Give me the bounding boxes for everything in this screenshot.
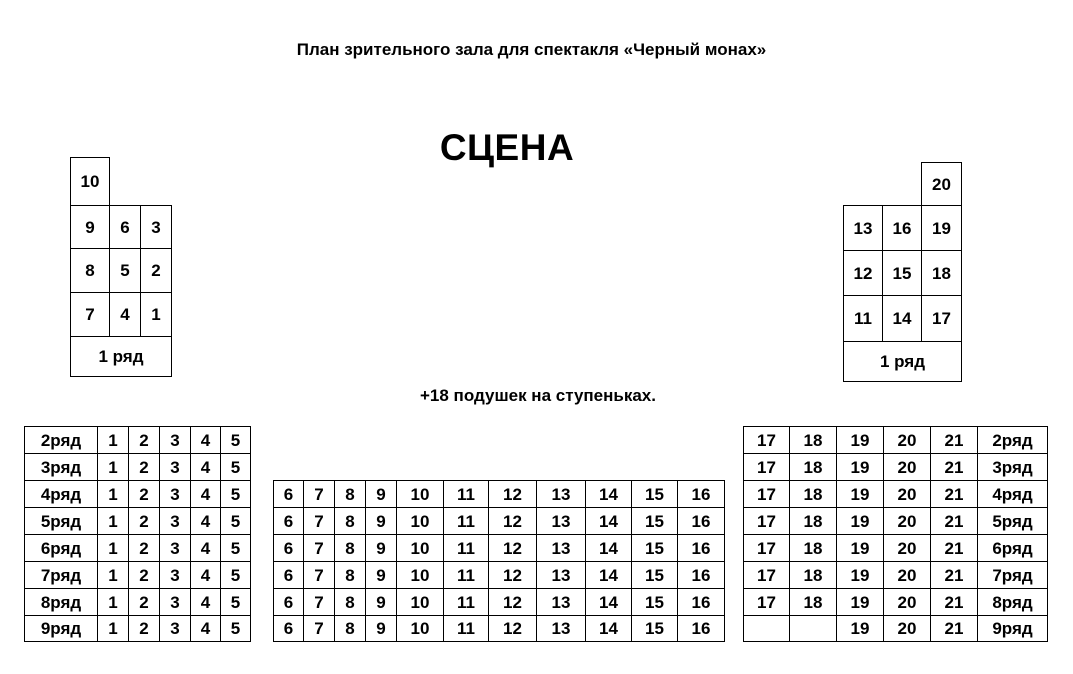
seat[interactable]: 1 xyxy=(97,507,129,535)
seat[interactable]: 5 xyxy=(220,480,251,508)
seat[interactable]: 2 xyxy=(128,453,160,481)
seat[interactable]: 18 xyxy=(789,588,837,616)
seat[interactable]: 7 xyxy=(303,561,335,589)
seat[interactable]: 17 xyxy=(743,480,790,508)
seat[interactable]: 21 xyxy=(930,426,978,454)
seat[interactable]: 2 xyxy=(128,507,160,535)
row-label: 2ряд xyxy=(977,426,1048,454)
seat[interactable]: 16 xyxy=(677,507,725,535)
seat[interactable]: 8 xyxy=(334,561,366,589)
row-label: 2ряд xyxy=(24,426,98,454)
seat[interactable]: 11 xyxy=(443,588,489,616)
seat[interactable]: 3 xyxy=(140,205,172,249)
seat[interactable]: 19 xyxy=(836,588,884,616)
seat[interactable]: 16 xyxy=(882,205,922,251)
seat[interactable]: 2 xyxy=(128,426,160,454)
seat[interactable]: 1 xyxy=(97,534,129,562)
seat[interactable]: 4 xyxy=(190,507,221,535)
seat[interactable]: 19 xyxy=(836,453,884,481)
seat[interactable]: 13 xyxy=(536,588,586,616)
seat[interactable]: 18 xyxy=(789,507,837,535)
seat[interactable]: 17 xyxy=(743,561,790,589)
seat[interactable]: 5 xyxy=(220,453,251,481)
seat[interactable]: 11 xyxy=(443,561,489,589)
seat[interactable]: 5 xyxy=(109,248,141,293)
seat[interactable]: 11 xyxy=(443,534,489,562)
seat[interactable]: 14 xyxy=(585,507,632,535)
row-label: 8ряд xyxy=(977,588,1048,616)
seat[interactable]: 16 xyxy=(677,615,725,642)
seat[interactable]: 13 xyxy=(843,205,883,251)
seat[interactable]: 16 xyxy=(677,534,725,562)
seat[interactable]: 16 xyxy=(677,588,725,616)
seat[interactable]: 6 xyxy=(273,480,304,508)
seat[interactable]: 10 xyxy=(396,480,444,508)
seat[interactable]: 18 xyxy=(789,561,837,589)
seat[interactable]: 4 xyxy=(190,453,221,481)
seat[interactable]: 13 xyxy=(536,561,586,589)
seat[interactable]: 9 xyxy=(365,480,397,508)
seat[interactable]: 6 xyxy=(273,561,304,589)
seat[interactable]: 4 xyxy=(109,292,141,337)
seat[interactable]: 12 xyxy=(843,250,883,296)
seat[interactable]: 8 xyxy=(334,615,366,642)
seat[interactable]: 18 xyxy=(789,480,837,508)
seat[interactable]: 7 xyxy=(303,534,335,562)
seat[interactable]: 17 xyxy=(743,507,790,535)
seat[interactable]: 2 xyxy=(128,480,160,508)
seat[interactable]: 4 xyxy=(190,561,221,589)
seat[interactable]: 14 xyxy=(585,561,632,589)
seat[interactable]: 21 xyxy=(930,615,978,642)
seat[interactable]: 8 xyxy=(334,534,366,562)
seat[interactable]: 13 xyxy=(536,480,586,508)
seat[interactable]: 4 xyxy=(190,534,221,562)
seat[interactable]: 12 xyxy=(488,615,537,642)
seat[interactable]: 8 xyxy=(334,507,366,535)
seat[interactable]: 14 xyxy=(585,588,632,616)
seat[interactable]: 4 xyxy=(190,426,221,454)
seat[interactable]: 20 xyxy=(883,426,931,454)
seat[interactable]: 18 xyxy=(789,426,837,454)
row-label: 5ряд xyxy=(977,507,1048,535)
seat[interactable]: 18 xyxy=(789,534,837,562)
seat[interactable]: 21 xyxy=(930,534,978,562)
seat[interactable]: 15 xyxy=(631,561,678,589)
seat[interactable]: 1 xyxy=(97,588,129,616)
seat[interactable]: 11 xyxy=(443,507,489,535)
seat[interactable]: 21 xyxy=(930,507,978,535)
seat[interactable]: 19 xyxy=(836,507,884,535)
seat[interactable]: 14 xyxy=(585,534,632,562)
seat[interactable]: 13 xyxy=(536,534,586,562)
seat[interactable]: 13 xyxy=(536,507,586,535)
seat[interactable]: 20 xyxy=(883,507,931,535)
seat[interactable]: 17 xyxy=(743,588,790,616)
seat[interactable]: 7 xyxy=(303,507,335,535)
row-label: 7ряд xyxy=(24,561,98,589)
seat[interactable]: 17 xyxy=(743,453,790,481)
seat[interactable]: 1 xyxy=(140,292,172,337)
seat[interactable]: 15 xyxy=(631,588,678,616)
seat[interactable]: 19 xyxy=(836,561,884,589)
seat[interactable]: 2 xyxy=(128,615,160,642)
row-label: 9ряд xyxy=(24,615,98,642)
seat[interactable]: 19 xyxy=(836,615,884,642)
stage-label: СЦЕНА xyxy=(439,127,575,168)
row-label: 3ряд xyxy=(977,453,1048,481)
row-label: 4ряд xyxy=(977,480,1048,508)
seat[interactable]: 15 xyxy=(631,615,678,642)
seat[interactable]: 20 xyxy=(883,480,931,508)
seat[interactable]: 1 xyxy=(97,561,129,589)
seat[interactable]: 21 xyxy=(930,561,978,589)
seat[interactable]: 3 xyxy=(159,588,191,616)
seat[interactable]: 21 xyxy=(930,480,978,508)
seat[interactable]: 10 xyxy=(396,534,444,562)
seat[interactable]: 12 xyxy=(488,534,537,562)
seat[interactable]: 11 xyxy=(443,480,489,508)
page-title: План зрительного зала для спектакля «Черный монах» xyxy=(296,40,767,59)
seat[interactable]: 4 xyxy=(190,615,221,642)
seat[interactable]: 3 xyxy=(159,426,191,454)
seat[interactable]: 5 xyxy=(220,507,251,535)
seat[interactable]: 19 xyxy=(921,205,962,251)
row-label: 1 ряд xyxy=(70,336,172,377)
empty-cell xyxy=(789,615,837,642)
seat[interactable]: 4 xyxy=(190,480,221,508)
row-label: 8ряд xyxy=(24,588,98,616)
row-label: 4ряд xyxy=(24,480,98,508)
seat[interactable]: 2 xyxy=(128,561,160,589)
seat[interactable]: 16 xyxy=(677,561,725,589)
seat[interactable]: 14 xyxy=(585,615,632,642)
seat[interactable]: 1 xyxy=(97,615,129,642)
empty-cell xyxy=(743,615,790,642)
seat[interactable]: 1 xyxy=(97,453,129,481)
seat[interactable]: 6 xyxy=(273,534,304,562)
seat[interactable]: 1 xyxy=(97,426,129,454)
seat[interactable]: 2 xyxy=(140,248,172,293)
seat[interactable]: 19 xyxy=(836,480,884,508)
seat[interactable]: 8 xyxy=(334,480,366,508)
seat[interactable]: 3 xyxy=(159,534,191,562)
seat[interactable]: 6 xyxy=(109,205,141,249)
seat[interactable]: 20 xyxy=(921,162,962,206)
seat[interactable]: 4 xyxy=(190,588,221,616)
seat[interactable]: 5 xyxy=(220,534,251,562)
seat[interactable]: 11 xyxy=(443,615,489,642)
seat[interactable]: 18 xyxy=(789,453,837,481)
seat[interactable]: 10 xyxy=(396,588,444,616)
seat[interactable]: 10 xyxy=(396,615,444,642)
seat[interactable]: 20 xyxy=(883,561,931,589)
seat[interactable]: 12 xyxy=(488,561,537,589)
seat[interactable]: 6 xyxy=(273,615,304,642)
seat[interactable]: 3 xyxy=(159,453,191,481)
seat[interactable]: 20 xyxy=(883,615,931,642)
seat[interactable]: 21 xyxy=(930,453,978,481)
seat[interactable]: 2 xyxy=(128,588,160,616)
seat[interactable]: 5 xyxy=(220,426,251,454)
seat[interactable]: 12 xyxy=(488,588,537,616)
seat[interactable]: 9 xyxy=(365,615,397,642)
seat[interactable]: 11 xyxy=(843,295,883,342)
seat[interactable]: 5 xyxy=(220,588,251,616)
seat[interactable]: 19 xyxy=(836,426,884,454)
seat[interactable]: 17 xyxy=(921,295,962,342)
row-label: 3ряд xyxy=(24,453,98,481)
seat[interactable]: 21 xyxy=(930,588,978,616)
row-label: 6ряд xyxy=(977,534,1048,562)
seat[interactable]: 6 xyxy=(273,507,304,535)
seat[interactable]: 12 xyxy=(488,480,537,508)
seat[interactable]: 1 xyxy=(97,480,129,508)
seat[interactable]: 16 xyxy=(677,480,725,508)
row-label: 6ряд xyxy=(24,534,98,562)
seat[interactable]: 14 xyxy=(585,480,632,508)
seat[interactable]: 10 xyxy=(396,561,444,589)
seat[interactable]: 9 xyxy=(365,534,397,562)
seat[interactable]: 20 xyxy=(883,534,931,562)
seat[interactable]: 8 xyxy=(334,588,366,616)
seat[interactable]: 8 xyxy=(70,248,110,293)
seat[interactable]: 18 xyxy=(921,250,962,296)
seat[interactable]: 13 xyxy=(536,615,586,642)
seat[interactable]: 15 xyxy=(631,480,678,508)
seat[interactable]: 6 xyxy=(273,588,304,616)
seat[interactable]: 2 xyxy=(128,534,160,562)
seat[interactable]: 7 xyxy=(303,588,335,616)
seat[interactable]: 19 xyxy=(836,534,884,562)
seat[interactable]: 20 xyxy=(883,588,931,616)
seat[interactable]: 15 xyxy=(631,534,678,562)
seat[interactable]: 15 xyxy=(631,507,678,535)
seat[interactable]: 5 xyxy=(220,615,251,642)
seat[interactable]: 9 xyxy=(70,205,110,249)
seat[interactable]: 7 xyxy=(303,480,335,508)
seat[interactable]: 10 xyxy=(70,157,110,206)
seat[interactable]: 7 xyxy=(70,292,110,337)
seat[interactable]: 3 xyxy=(159,561,191,589)
seat[interactable]: 3 xyxy=(159,615,191,642)
seat[interactable]: 10 xyxy=(396,507,444,535)
seat[interactable]: 3 xyxy=(159,480,191,508)
seat[interactable]: 20 xyxy=(883,453,931,481)
seat[interactable]: 9 xyxy=(365,588,397,616)
cushions-note: +18 подушек на ступеньках. xyxy=(420,386,656,405)
row-label: 9ряд xyxy=(977,615,1048,642)
seat[interactable]: 9 xyxy=(365,561,397,589)
row-label: 1 ряд xyxy=(843,341,962,382)
seat[interactable]: 12 xyxy=(488,507,537,535)
seat[interactable]: 9 xyxy=(365,507,397,535)
seat[interactable]: 17 xyxy=(743,534,790,562)
seat[interactable]: 15 xyxy=(882,250,922,296)
row-label: 7ряд xyxy=(977,561,1048,589)
seat[interactable]: 3 xyxy=(159,507,191,535)
row-label: 5ряд xyxy=(24,507,98,535)
seat[interactable]: 5 xyxy=(220,561,251,589)
seat[interactable]: 17 xyxy=(743,426,790,454)
seat[interactable]: 14 xyxy=(882,295,922,342)
seat[interactable]: 7 xyxy=(303,615,335,642)
